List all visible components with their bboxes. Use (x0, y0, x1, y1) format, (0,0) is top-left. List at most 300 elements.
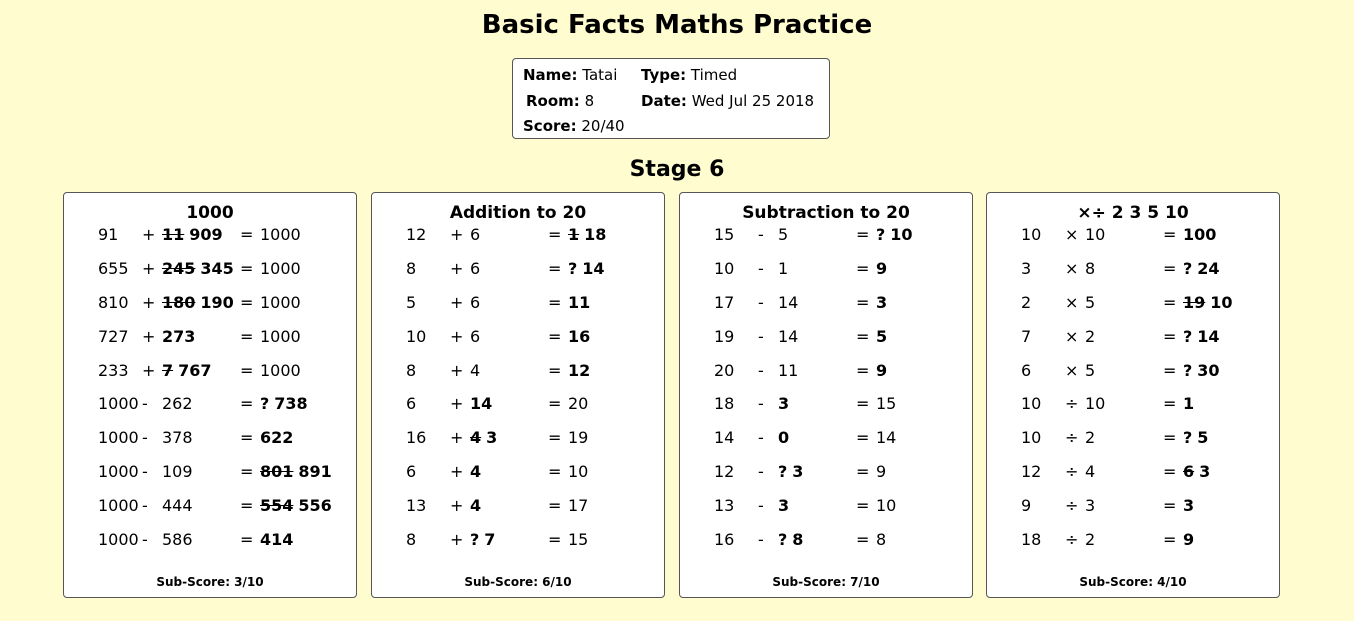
result: 1000 (260, 361, 301, 380)
answer: 3 (778, 394, 790, 413)
result: 1000 (260, 225, 301, 244)
wrong-attempt: 1 (568, 225, 580, 244)
type-field (641, 66, 737, 84)
operand-a: 10 (714, 259, 735, 278)
answer-cell (162, 257, 234, 281)
operand-a: 5 (406, 293, 417, 312)
type-label: Type: (641, 66, 687, 84)
equals: = (240, 530, 254, 549)
score-field (523, 117, 625, 135)
operand-a: 12 (406, 225, 427, 244)
answer: 3 (876, 293, 888, 312)
result: 17 (568, 496, 589, 515)
answer-cell (876, 257, 887, 281)
operand-a: 6 (1021, 361, 1032, 380)
operator: × (1065, 361, 1079, 380)
operand-b: 2 (1085, 428, 1096, 447)
answer-cell (568, 291, 590, 315)
answer: 100 (1183, 225, 1217, 244)
result: 15 (876, 394, 897, 413)
answer-cell (1183, 325, 1220, 349)
operator: ÷ (1065, 394, 1079, 413)
equals: = (548, 394, 562, 413)
equals: = (240, 428, 254, 447)
wrong-attempt: 4 (470, 428, 482, 447)
answer-cell (778, 392, 789, 416)
operator: - (758, 394, 764, 413)
equals: = (856, 496, 870, 515)
operand-b: 586 (162, 530, 193, 549)
answer-cell (568, 223, 606, 247)
operand-a: 18 (1021, 530, 1042, 549)
operator: ÷ (1065, 496, 1079, 515)
panel-title: 1000 (186, 203, 234, 223)
equals: = (548, 361, 562, 380)
operand-b: 4 (470, 361, 481, 380)
operator: + (450, 293, 464, 312)
room-label: Room: (526, 92, 580, 110)
wrong-attempt: 11 (162, 225, 185, 244)
result: 1000 (260, 259, 301, 278)
result: 1000 (260, 293, 301, 312)
operand-b: 10 (1085, 394, 1106, 413)
operand-b: 6 (470, 293, 481, 312)
result: 1000 (260, 327, 301, 346)
wrong-attempt: ? (778, 530, 788, 549)
equation-row (987, 460, 1279, 484)
wrong-attempt: 554 (260, 496, 294, 515)
answer-cell (1183, 223, 1216, 247)
answer-cell (470, 494, 481, 518)
operator: - (758, 259, 764, 278)
answer-cell (162, 291, 234, 315)
equation-row (680, 426, 972, 450)
operand-a: 15 (714, 225, 735, 244)
operand-b: 262 (162, 394, 193, 413)
score-value: 20/40 (581, 117, 625, 135)
operator: + (450, 496, 464, 515)
panel-2 (371, 192, 665, 598)
operator: + (450, 361, 464, 380)
equals: = (240, 293, 254, 312)
equals: = (1163, 530, 1177, 549)
operator: - (142, 428, 148, 447)
answer-cell (470, 460, 481, 484)
result: 20 (568, 394, 589, 413)
equation-row (987, 426, 1279, 450)
operator: - (758, 496, 764, 515)
answer-cell (778, 494, 789, 518)
equals: = (240, 496, 254, 515)
operand-a: 6 (406, 394, 417, 413)
result: 10 (876, 496, 897, 515)
equals: = (240, 225, 254, 244)
operator: ÷ (1065, 530, 1079, 549)
answer-cell (1183, 392, 1194, 416)
equation-row (987, 528, 1279, 552)
operand-a: 3 (1021, 259, 1032, 278)
answer-cell (470, 392, 492, 416)
answer-cell (162, 325, 195, 349)
operand-a: 20 (714, 361, 735, 380)
equals: = (856, 259, 870, 278)
wrong-attempt: ? (260, 394, 270, 413)
panel-4 (986, 192, 1280, 598)
answer-cell (876, 359, 887, 383)
operand-b: 4 (1085, 462, 1096, 481)
operand-a: 655 (98, 259, 129, 278)
date-label: Date: (641, 92, 687, 110)
wrong-attempt: 6 (1183, 462, 1195, 481)
equation-row (987, 359, 1279, 383)
equals: = (240, 394, 254, 413)
operator: + (142, 259, 156, 278)
equation-row (372, 257, 664, 281)
operator: - (142, 496, 148, 515)
operator: + (450, 327, 464, 346)
equals: = (856, 462, 870, 481)
equals: = (548, 496, 562, 515)
operand-b: 2 (1085, 327, 1096, 346)
answer-cell (470, 528, 495, 552)
result: 10 (568, 462, 589, 481)
operand-b: 2 (1085, 530, 1096, 549)
equation-row (987, 392, 1279, 416)
equation-row (64, 325, 356, 349)
equation-row (372, 528, 664, 552)
answer: 10 (890, 225, 913, 244)
operand-a: 1000 (98, 496, 139, 515)
equals: = (240, 327, 254, 346)
operand-b: 6 (470, 259, 481, 278)
answer: 3 (778, 496, 790, 515)
answer: 9 (876, 259, 888, 278)
sub-score: Sub-Score: 3/10 (156, 575, 264, 589)
equals: = (1163, 327, 1177, 346)
answer: 4 (470, 496, 482, 515)
equation-row (64, 392, 356, 416)
wrong-attempt: ? (1183, 361, 1193, 380)
answer: 345 (200, 259, 234, 278)
operand-a: 7 (1021, 327, 1032, 346)
operand-b: 6 (470, 327, 481, 346)
operator: + (450, 259, 464, 278)
operator: - (758, 462, 764, 481)
panel-3 (679, 192, 973, 598)
equation-row (372, 494, 664, 518)
answer-cell (260, 426, 293, 450)
sub-score: Sub-Score: 7/10 (772, 575, 880, 589)
operand-a: 10 (1021, 394, 1042, 413)
operand-b: 444 (162, 496, 193, 515)
operator: - (142, 530, 148, 549)
operator: - (758, 361, 764, 380)
answer: 273 (162, 327, 196, 346)
answer-cell (876, 325, 887, 349)
wrong-attempt: 801 (260, 462, 294, 481)
score-label: Score: (523, 117, 577, 135)
operator: + (142, 225, 156, 244)
operand-b: 5 (1085, 293, 1096, 312)
operand-a: 19 (714, 327, 735, 346)
wrong-attempt: ? (876, 225, 886, 244)
equation-row (64, 528, 356, 552)
operand-a: 17 (714, 293, 735, 312)
operator: × (1065, 225, 1079, 244)
operator: + (450, 530, 464, 549)
equals: = (1163, 394, 1177, 413)
answer: 9 (1183, 530, 1195, 549)
equals: = (856, 293, 870, 312)
operand-a: 18 (714, 394, 735, 413)
operand-a: 91 (98, 225, 119, 244)
answer-cell (568, 359, 590, 383)
answer: 14 (582, 259, 605, 278)
operand-a: 1000 (98, 530, 139, 549)
operand-b: 6 (470, 225, 481, 244)
stage-heading: Stage 6 (629, 157, 725, 182)
equation-row (680, 223, 972, 247)
operand-b: 11 (778, 361, 799, 380)
answer: 18 (584, 225, 607, 244)
equals: = (1163, 428, 1177, 447)
equals: = (856, 428, 870, 447)
operand-a: 8 (406, 530, 417, 549)
operand-b: 109 (162, 462, 193, 481)
equals: = (548, 327, 562, 346)
answer: 8 (792, 530, 804, 549)
operator: + (450, 394, 464, 413)
type-value: Timed (690, 66, 738, 84)
equation-row (680, 359, 972, 383)
answer: 24 (1197, 259, 1220, 278)
answer: 14 (1197, 327, 1220, 346)
answer-cell (1183, 528, 1194, 552)
room-field (526, 92, 594, 110)
operand-a: 727 (98, 327, 129, 346)
answer-cell (778, 460, 803, 484)
answer: 5 (876, 327, 888, 346)
operand-b: 5 (778, 225, 789, 244)
operand-b: 14 (778, 293, 799, 312)
equation-row (680, 528, 972, 552)
page-title: Basic Facts Maths Practice (481, 10, 873, 40)
wrong-attempt: 180 (162, 293, 196, 312)
operand-a: 12 (1021, 462, 1042, 481)
operand-a: 233 (98, 361, 129, 380)
wrong-attempt: ? (568, 259, 578, 278)
answer: 14 (470, 394, 493, 413)
operand-a: 8 (406, 361, 417, 380)
wrong-attempt: 7 (162, 361, 174, 380)
equation-row (987, 325, 1279, 349)
answer: 12 (568, 361, 591, 380)
operator: - (758, 327, 764, 346)
wrong-attempt: ? (1183, 259, 1193, 278)
equation-row (372, 223, 664, 247)
equation-row (680, 291, 972, 315)
answer-cell (260, 528, 293, 552)
equation-row (680, 257, 972, 281)
operand-a: 6 (406, 462, 417, 481)
operand-a: 2 (1021, 293, 1032, 312)
equation-row (64, 494, 356, 518)
equation-row (372, 426, 664, 450)
answer: 0 (778, 428, 790, 447)
answer-cell (1183, 426, 1208, 450)
equals: = (856, 530, 870, 549)
operator: + (450, 462, 464, 481)
equation-row (372, 460, 664, 484)
answer: 9 (876, 361, 888, 380)
result: 14 (876, 428, 897, 447)
wrong-attempt: ? (1183, 428, 1193, 447)
sub-score: Sub-Score: 6/10 (464, 575, 572, 589)
answer-cell (568, 257, 605, 281)
operand-a: 810 (98, 293, 129, 312)
equation-row (680, 325, 972, 349)
equals: = (1163, 225, 1177, 244)
answer: 190 (200, 293, 234, 312)
operand-a: 16 (714, 530, 735, 549)
operator: - (758, 225, 764, 244)
operand-b: 8 (1085, 259, 1096, 278)
operand-a: 10 (1021, 225, 1042, 244)
operand-b: 10 (1085, 225, 1106, 244)
operand-a: 1000 (98, 428, 139, 447)
operand-a: 10 (1021, 428, 1042, 447)
equation-row (372, 291, 664, 315)
equals: = (1163, 496, 1177, 515)
equals: = (548, 259, 562, 278)
operator: - (142, 394, 148, 413)
equals: = (856, 225, 870, 244)
wrong-attempt: ? (1183, 327, 1193, 346)
operator: - (758, 530, 764, 549)
info-box (512, 58, 830, 139)
equals: = (548, 293, 562, 312)
equation-row (987, 223, 1279, 247)
wrong-attempt: 19 (1183, 293, 1206, 312)
answer: 3 (486, 428, 498, 447)
operand-a: 14 (714, 428, 735, 447)
operand-b: 14 (778, 327, 799, 346)
equation-row (680, 460, 972, 484)
answer: 556 (298, 496, 332, 515)
operator: + (142, 327, 156, 346)
equation-row (64, 359, 356, 383)
answer-cell (778, 528, 803, 552)
answer-cell (876, 223, 913, 247)
equals: = (240, 259, 254, 278)
operand-a: 10 (406, 327, 427, 346)
answer: 909 (189, 225, 223, 244)
operator: + (142, 293, 156, 312)
result: 8 (876, 530, 887, 549)
answer-cell (260, 392, 308, 416)
answer: 738 (274, 394, 308, 413)
wrong-attempt: ? (778, 462, 788, 481)
operand-a: 16 (406, 428, 427, 447)
operand-b: 1 (778, 259, 789, 278)
answer-cell (470, 426, 497, 450)
equation-row (987, 291, 1279, 315)
answer-cell (1183, 291, 1233, 315)
panel-title: ×÷ 2 3 5 10 (1077, 203, 1189, 223)
answer: 3 (792, 462, 804, 481)
answer: 16 (568, 327, 591, 346)
answer: 3 (1183, 496, 1195, 515)
operand-a: 9 (1021, 496, 1032, 515)
equals: = (548, 530, 562, 549)
answer-cell (1183, 460, 1210, 484)
answer-cell (260, 494, 332, 518)
answer-cell (778, 426, 789, 450)
equation-row (680, 494, 972, 518)
operator: × (1065, 259, 1079, 278)
operand-b: 378 (162, 428, 193, 447)
operand-a: 1000 (98, 394, 139, 413)
answer: 891 (298, 462, 332, 481)
answer-cell (162, 223, 223, 247)
result: 9 (876, 462, 887, 481)
equals: = (1163, 462, 1177, 481)
equals: = (1163, 293, 1177, 312)
answer: 1 (1183, 394, 1195, 413)
operand-a: 8 (406, 259, 417, 278)
operator: + (450, 225, 464, 244)
equation-row (372, 392, 664, 416)
equals: = (548, 428, 562, 447)
answer-cell (876, 291, 887, 315)
operand-a: 13 (714, 496, 735, 515)
name-label: Name: (523, 66, 578, 84)
answer: 4 (470, 462, 482, 481)
answer-cell (1183, 359, 1220, 383)
result: 15 (568, 530, 589, 549)
operator: × (1065, 327, 1079, 346)
operand-b: 5 (1085, 361, 1096, 380)
answer: 5 (1197, 428, 1209, 447)
answer: 30 (1197, 361, 1220, 380)
equation-row (987, 494, 1279, 518)
answer-cell (260, 460, 332, 484)
operator: - (758, 293, 764, 312)
equals: = (1163, 259, 1177, 278)
equation-row (64, 291, 356, 315)
operator: × (1065, 293, 1079, 312)
answer: 767 (178, 361, 212, 380)
equation-row (372, 325, 664, 349)
operator: + (142, 361, 156, 380)
date-field (641, 92, 814, 110)
equation-row (987, 257, 1279, 281)
equals: = (240, 462, 254, 481)
equals: = (856, 394, 870, 413)
answer: 10 (1210, 293, 1233, 312)
date-value: Wed Jul 25 2018 (691, 92, 815, 110)
answer: 414 (260, 530, 294, 549)
answer: 11 (568, 293, 591, 312)
answer: 3 (1199, 462, 1211, 481)
operand-a: 13 (406, 496, 427, 515)
equals: = (856, 327, 870, 346)
panel-title: Subtraction to 20 (742, 203, 910, 223)
equals: = (240, 361, 254, 380)
room-value: 8 (584, 92, 595, 110)
operator: + (450, 428, 464, 447)
sub-score: Sub-Score: 4/10 (1079, 575, 1187, 589)
